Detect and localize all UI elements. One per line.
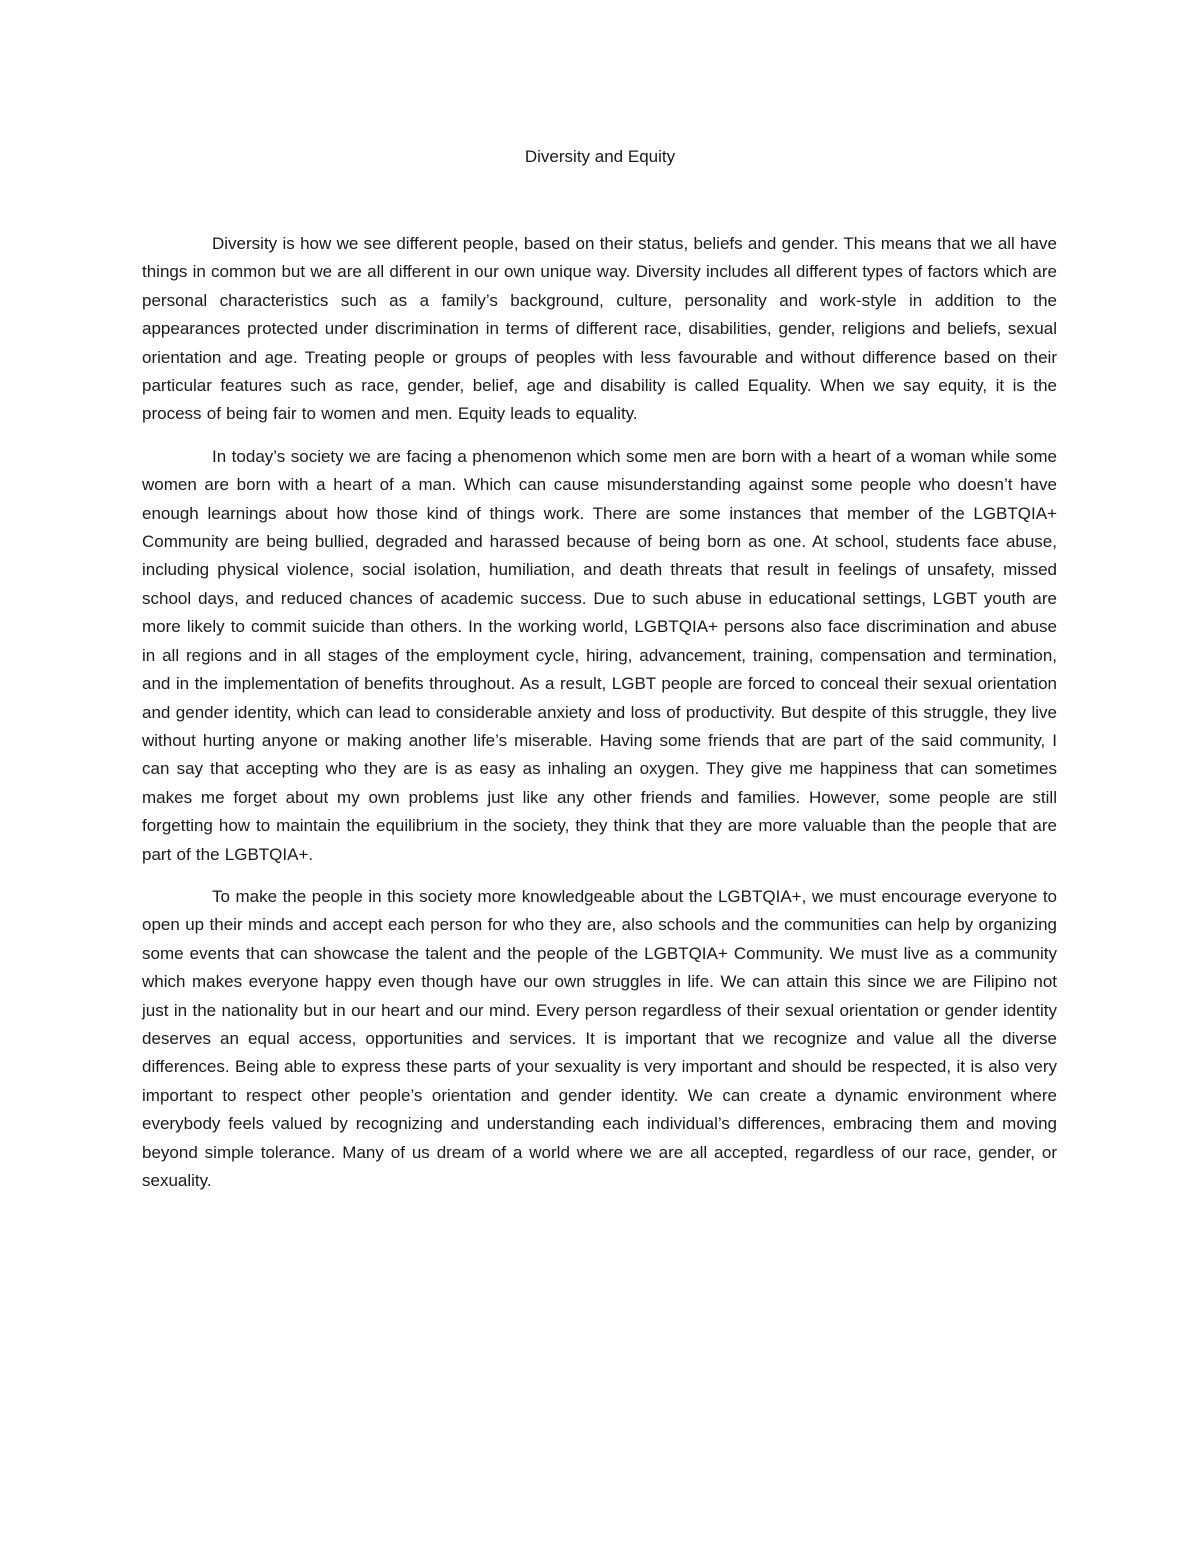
- paragraph-3: To make the people in this society more knowledgeable about the LGBTQIA+, we must encourage everyone to open up their minds and accept each person for who they are, also schools and the communities can help by organizing some events that can showcase the talent and the people of the LGBTQIA+ Community. We must live as a community which makes everyone happy even though have our own struggles in life. We can attain this since we are Filipino not just in the nationality but in our heart and our mind. Every person regardless of their sexual orientation or gender identity deserves an equal access, opportunities and services. It is important that we recognize and value all the diverse differences. Being able to express these parts of your sexuality is very important and should be respected, it is also very important to respect other people’s orientation and gender identity. We can create a dynamic environment where everybody feels valued by recognizing and understanding each individual’s differences, embracing them and moving beyond simple tolerance. Many of us dream of a world where we are all accepted, regardless of our race, gender, or sexuality.: [142, 886, 1057, 1190]
- paragraph-2: In today’s society we are facing a phenomenon which some men are born with a heart of a woman while some women are born with a heart of a man. Which can cause misunderstanding against some people who doesn’t have enough learnings about how those kind of things work. There are some instances that member of the LGBTQIA+ Community are being bullied, degraded and harassed because of being born as one. At school, students face abuse, including physical violence, social isolation, humiliation, and death threats that result in feelings of unsafety, missed school days, and reduced chances of academic success. Due to such abuse in educational settings, LGBT youth are more likely to commit suicide than others. In the working world, LGBTQIA+ persons also face discrimination and abuse in all regions and in all stages of the employment cycle, hiring, advancement, training, compensation and termination, and in the implementation of benefits throughout. As a result, LGBT people are forced to conceal their sexual orientation and gender identity, which can lead to considerable anxiety and loss of productivity. But despite of this struggle, they live without hurting anyone or making another life’s miserable. Having some friends that are part of the said community, I can say that accepting who they are is as easy as inhaling an oxygen. They give me happiness that can sometimes makes me forget about my own problems just like any other friends and families. However, some people are still forgetting how to maintain the equilibrium in the society, they think that they are more valuable than the people that are part of the LGBTQIA+.: [142, 446, 1057, 864]
- document-body: [142, 230, 1057, 1209]
- document-title: Diversity and Equity: [524, 147, 676, 166]
- paragraph-1: Diversity is how we see different people, based on their status, beliefs and gender. This means that we all have things in common but we are all different in our own unique way. Diversity includes all different types of factors which are personal characteristics such as a family’s background, culture, personality and work-style in addition to the appearances protected under discrimination in terms of different race, disabilities, gender, religions and beliefs, sexual orientation and age. Treating people or groups of peoples with less favourable and without difference based on their particular features such as race, gender, belief, age and disability is called Equality. When we say equity, it is the process of being fair to women and men. Equity leads to equality.: [142, 234, 1057, 424]
